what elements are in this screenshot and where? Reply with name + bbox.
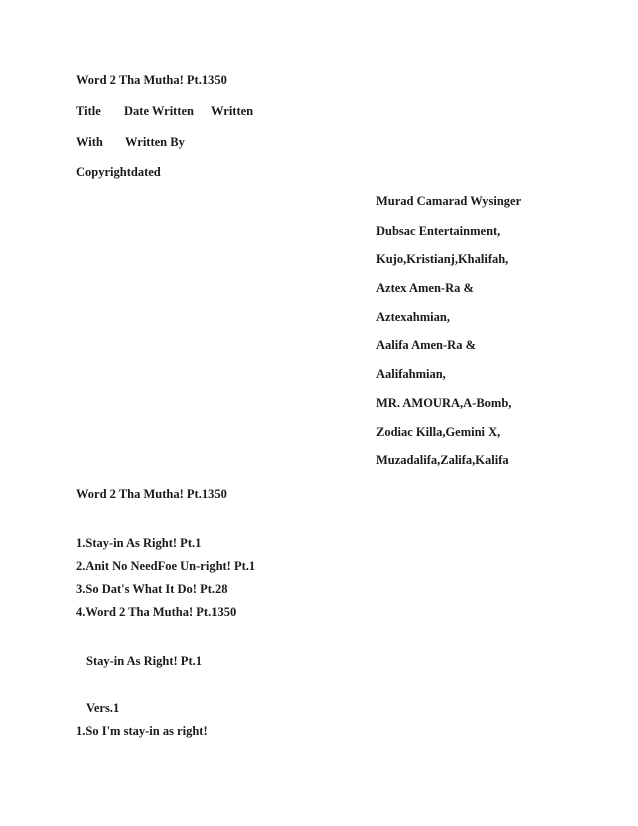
meta-date-written-label: Date Written (124, 104, 195, 118)
document-title: Word 2 Tha Mutha! Pt.1350 (76, 73, 227, 87)
lyric-line: 1.So I'm stay-in as right! (76, 724, 208, 738)
credit-line: Aalifa Amen-Ra & (376, 338, 476, 352)
verse-label: Vers.1 (86, 701, 120, 715)
toc-item: 3.So Dat's What It Do! Pt.28 (76, 582, 228, 596)
toc-item: 1.Stay-in As Right! Pt.1 (76, 536, 202, 550)
meta-written-by-label: Written By (125, 135, 185, 149)
toc-item: 4.Word 2 Tha Mutha! Pt.1350 (76, 605, 237, 619)
credit-line: Murad Camarad Wysinger (376, 194, 522, 208)
credit-line: MR. AMOURA,A-Bomb, (376, 396, 512, 410)
credit-line: Kujo,Kristianj,Khalifah, (376, 252, 509, 266)
credit-line: Zodiac Killa,Gemini X, (376, 425, 501, 439)
meta-title-label: Title (76, 104, 101, 118)
credit-line: Aztex Amen-Ra & (376, 281, 474, 295)
song-title: Stay-in As Right! Pt.1 (86, 654, 202, 668)
meta-written-label: Written (211, 104, 254, 118)
credit-line: Aztexahmian, (376, 310, 450, 324)
meta-row-1 (0, 103, 638, 119)
credit-line: Aalifahmian, (376, 367, 446, 381)
toc-title: Word 2 Tha Mutha! Pt.1350 (76, 487, 227, 501)
toc-item: 2.Anit No NeedFoe Un-right! Pt.1 (76, 559, 256, 573)
meta-row-2 (0, 134, 638, 150)
copyright-label: Copyrightdated (76, 165, 161, 179)
credit-line: Dubsac Entertainment, (376, 224, 501, 238)
meta-with-label: With (76, 135, 103, 149)
credit-line: Muzadalifa,Zalifa,Kalifa (376, 453, 509, 467)
